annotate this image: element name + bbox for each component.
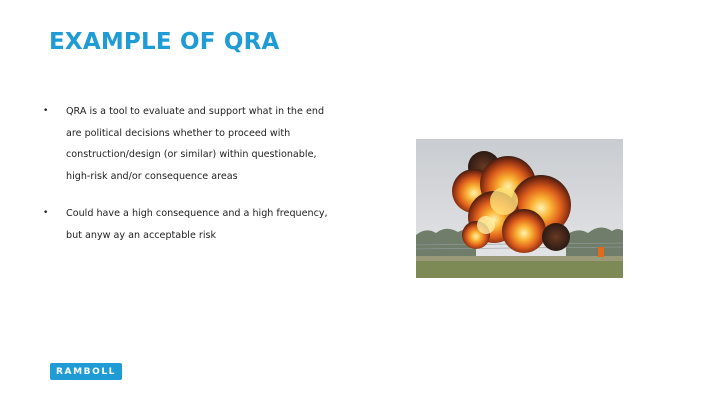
bullet-line: high-risk and/or consequence areas — [66, 170, 238, 182]
explosion-photo — [416, 139, 623, 278]
bullet-item — [38, 101, 368, 187]
bullet-line: QRA is a tool to evaluate and support what in the end — [66, 106, 325, 117]
slide-title: EXAMPLE OF QRA — [49, 29, 280, 55]
bullet-line: construction/design (or similar) within questionable, — [66, 149, 317, 161]
bullet-list — [38, 101, 368, 263]
bullet-marker: • — [43, 106, 49, 116]
bullet-line: but anyw ay an acceptable risk — [66, 229, 217, 241]
bullet-line: Could have a high consequence and a high frequency, — [66, 208, 328, 220]
bullet-item — [38, 203, 368, 246]
ramboll-logo — [50, 363, 122, 380]
bullet-line: are political decisions whether to proceed with — [66, 127, 291, 139]
logo-text: RAMBOLL — [55, 366, 117, 377]
bullet-marker: • — [43, 208, 49, 219]
explosion-image — [416, 139, 623, 278]
